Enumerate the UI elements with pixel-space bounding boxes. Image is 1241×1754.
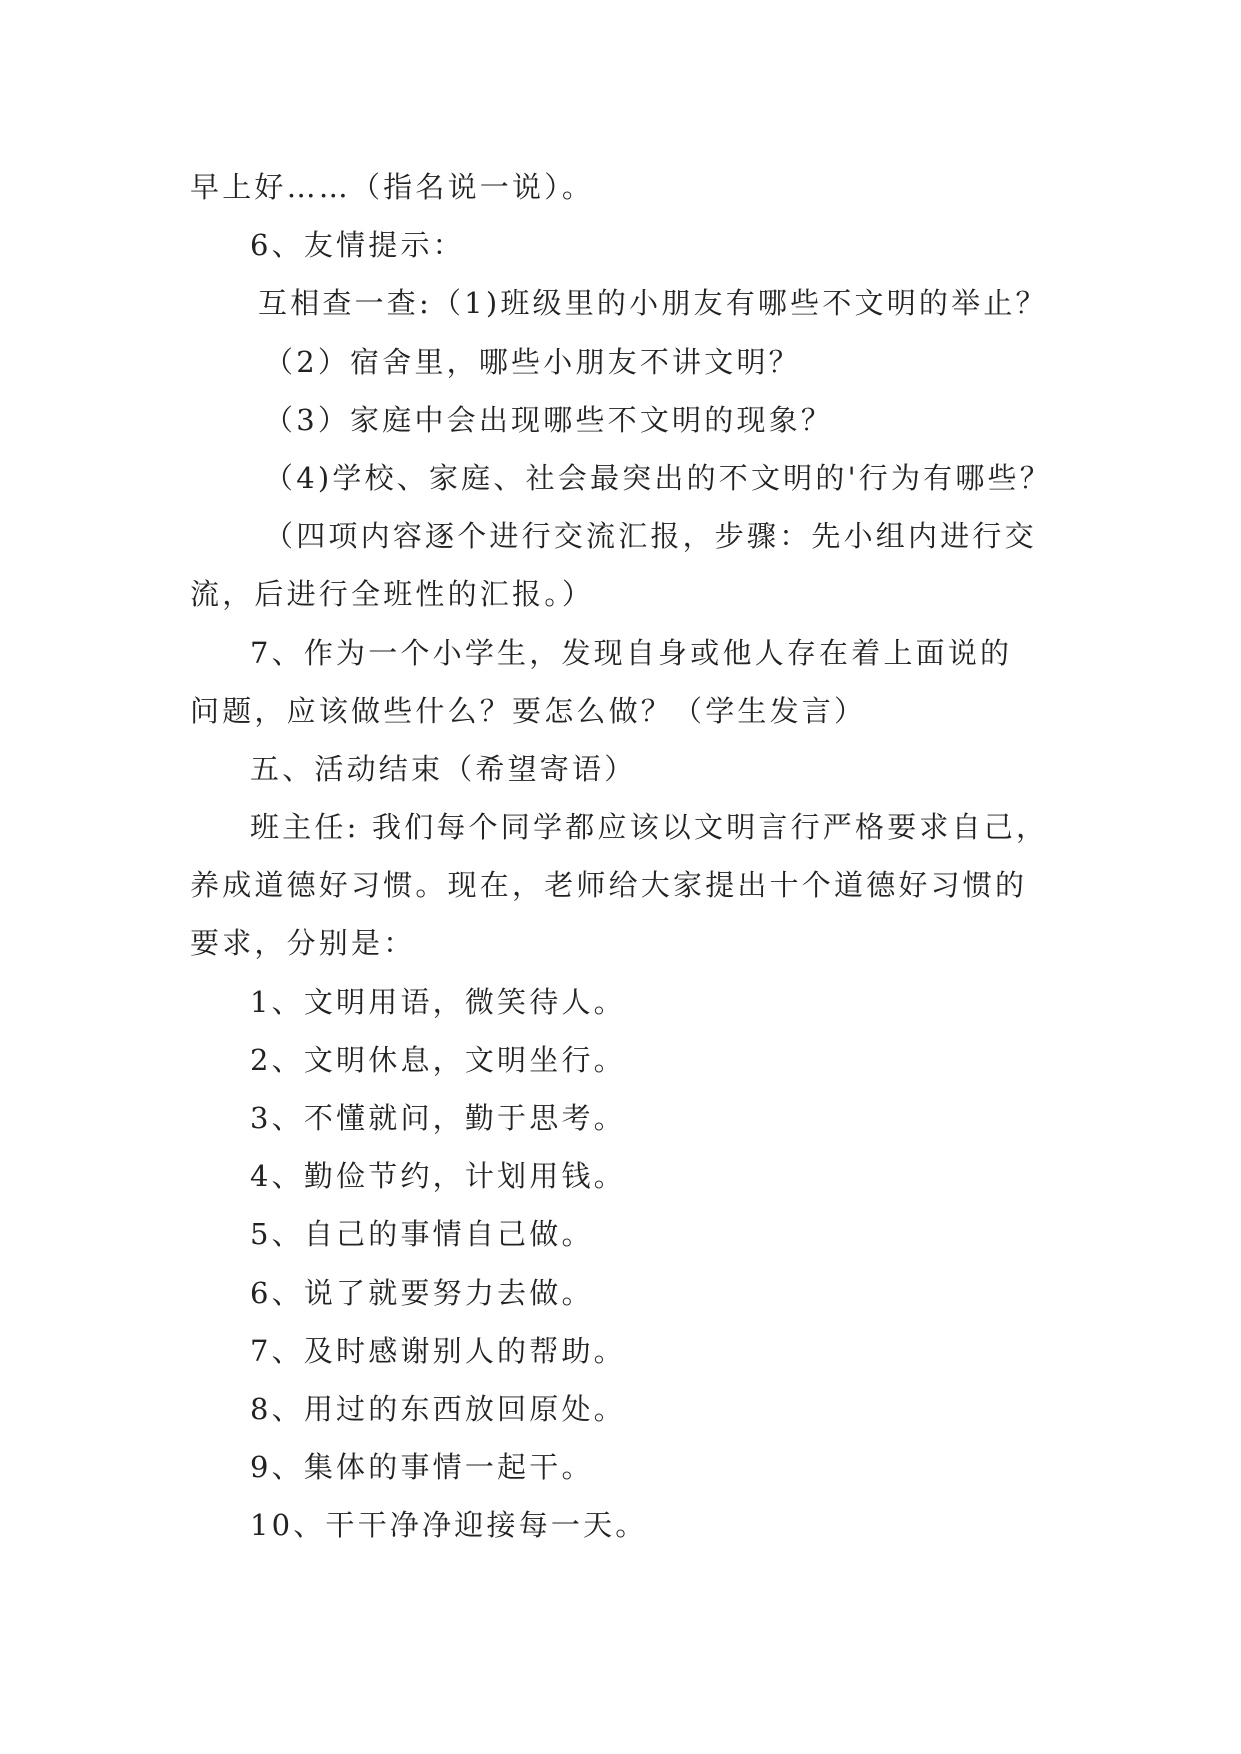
text-line-teacher-speech-cont: 养成道德好习惯。现在，老师给大家提出十个道德好习惯的: [190, 868, 1028, 903]
text-line-teacher-speech-end: 要求，分别是：: [190, 926, 416, 961]
text-line-greeting: 早上好……（指名说一说）。: [190, 170, 595, 204]
text-line-check-question-3: （3）家庭中会出现哪些不文明的现象？: [264, 402, 834, 437]
list-item-habit-7: 7、及时感谢别人的帮助。: [250, 1333, 626, 1368]
text-line-check-question-2: （2）宿舍里，哪些小朋友不讲文明？: [264, 344, 801, 379]
text-line-report-steps: （四项内容逐个进行交流汇报，步骤：先小组内进行交: [264, 519, 1037, 554]
text-line-item-7-question-cont: 问题，应该做些什么？要怎么做？（学生发言）: [190, 693, 867, 728]
text-line-report-steps-cont: 流，后进行全班性的汇报。）: [190, 577, 595, 612]
list-item-habit-3: 3、不懂就问，勤于思考。: [250, 1101, 626, 1135]
list-item-habit-5: 5、自己的事情自己做。: [250, 1217, 594, 1252]
list-item-habit-2: 2、文明休息，文明坐行。: [250, 1042, 626, 1077]
text-line-friendly-tips-heading: 6、友情提示：: [250, 228, 465, 263]
text-line-check-question-1: 互相查一查:（1)班级里的小朋友有哪些不文明的举止？: [258, 286, 1048, 321]
list-item-habit-8: 8、用过的东西放回原处。: [250, 1391, 626, 1426]
text-line-check-question-4: （4)学校、家庭、社会最突出的不文明的'行为有哪些？: [264, 460, 1052, 495]
list-item-habit-9: 9、集体的事情一起干。: [250, 1450, 594, 1485]
text-line-section-five-heading: 五、活动结束（希望寄语）: [250, 751, 637, 786]
list-item-habit-4: 4、勤俭节约，计划用钱。: [250, 1159, 626, 1194]
text-line-teacher-speech: 班主任: 我们每个同学都应该以文明言行严格要求自己，: [250, 810, 1049, 845]
list-item-habit-10: 10、干干净净迎接每一天。: [250, 1508, 648, 1543]
text-line-item-7-question: 7、作为一个小学生，发现自身或他人存在着上面说的: [250, 635, 1013, 670]
document-body: [190, 158, 1070, 1555]
list-item-habit-6: 6、说了就要努力去做。: [250, 1275, 594, 1310]
list-item-habit-1: 1、文明用语，微笑待人。: [250, 984, 626, 1019]
